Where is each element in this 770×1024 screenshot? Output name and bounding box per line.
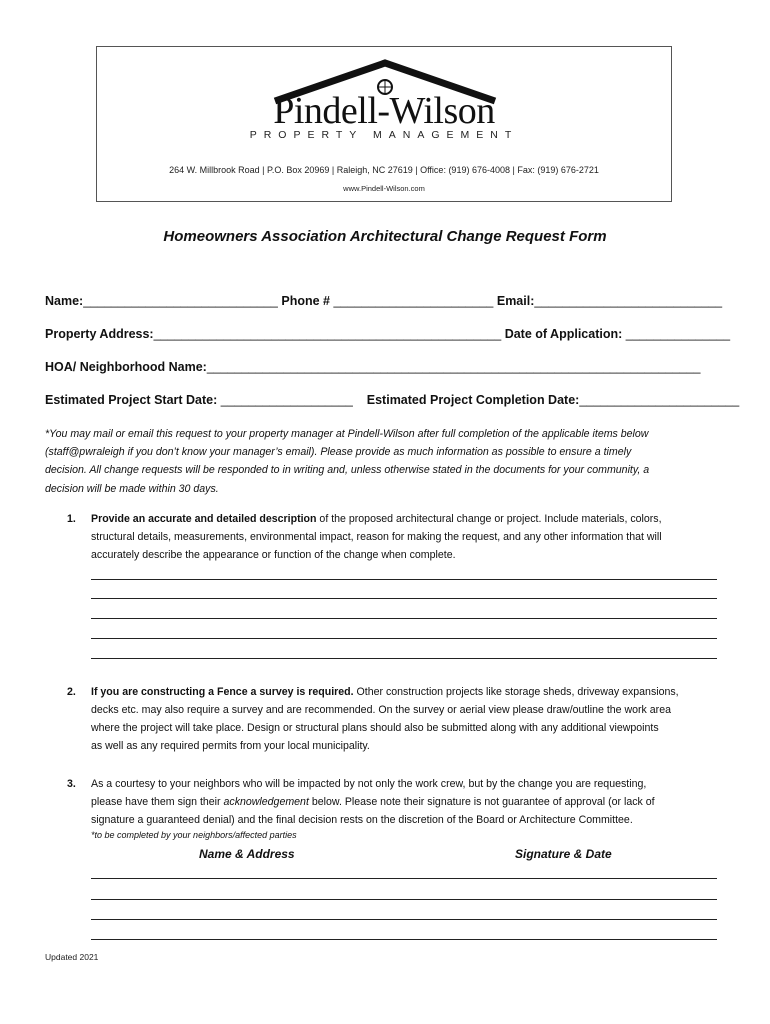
email-field[interactable]: ___________________________ (534, 294, 723, 308)
item-3-text: below. Please note their signature is not guarantee of approval (or lack of (308, 796, 655, 808)
instructions-note (45, 425, 735, 498)
website-text: www.Pindell-Wilson.com (343, 184, 425, 193)
item-2-bold: If you are constructing a Fence a survey is required. (91, 686, 354, 698)
item-2 (67, 683, 735, 759)
updated-note: Updated 2021 (45, 952, 99, 962)
item-1-text: accurately describe the appearance or function of the change when complete. (91, 549, 456, 561)
note-line: decision will be made within 30 days. (45, 482, 219, 495)
phone-label: Phone # (281, 294, 330, 308)
description-line[interactable] (91, 579, 717, 580)
company-tagline: PROPERTY MANAGEMENT (249, 129, 519, 141)
name-phone-email-row (45, 294, 722, 308)
item-3-text: please have them sign their (91, 796, 224, 808)
item-1 (67, 510, 735, 570)
hoa-label: HOA/ Neighborhood Name: (45, 360, 207, 374)
signature-line[interactable] (91, 919, 717, 920)
signature-line[interactable] (91, 939, 717, 940)
item-3-text: signature a guaranteed denial) and the final decision rests on the discretion of the Board or Architecture Committee. (91, 814, 633, 826)
item-2-text: where the project will take place. Design or structural plans should also be submitted along with any additional viewpoints (91, 722, 659, 734)
address-date-row (45, 327, 730, 341)
description-line[interactable] (91, 638, 717, 639)
item-2-text: as well as any required permits from your local municipality. (91, 740, 370, 752)
item-2-text: Other construction projects like storage sheds, driveway expansions, (353, 686, 679, 698)
completion-date-field[interactable]: _______________________ (579, 393, 740, 407)
date-of-application-field[interactable]: _______________ (625, 327, 731, 341)
note-line: *You may mail or email this request to your property manager at Pindell-Wilson after full completion of the applicable items below (45, 428, 649, 440)
property-address-label: Property Address: (45, 327, 154, 341)
name-field[interactable]: ____________________________ (83, 294, 278, 308)
phone-field[interactable]: _______________________ (333, 294, 494, 308)
signature-line[interactable] (91, 899, 717, 900)
item-3-italic: acknowledgement (223, 796, 309, 808)
neighbors-note: *to be completed by your neighbors/affected parties (91, 830, 297, 840)
item-1-bold: Provide an accurate and detailed description (91, 513, 317, 525)
description-line[interactable] (91, 618, 717, 619)
item-2-text: decks etc. may also require a survey and are recommended. On the survey or aerial view please draw/outline the work area (91, 704, 671, 716)
item-number: 3. (67, 778, 76, 790)
item-number: 1. (67, 513, 76, 525)
description-line[interactable] (91, 658, 717, 659)
item-number: 2. (67, 686, 76, 698)
start-date-label: Estimated Project Start Date: (45, 393, 218, 407)
company-name: Pindell-Wilson (273, 90, 495, 132)
contact-line: 264 W. Millbrook Road | P.O. Box 20969 | Raleigh, NC 27619 | Office: (919) 676-4008 | Fax: (919) 676-2721 (169, 165, 599, 175)
column-header-signature: Signature & Date (515, 847, 612, 861)
form-title: Homeowners Association Architectural Change Request Form (163, 228, 607, 245)
item-3-text: As a courtesy to your neighbors who will be impacted by not only the work crew, but by the change you are requesting, (91, 778, 647, 790)
signature-line[interactable] (91, 878, 717, 879)
completion-date-label: Estimated Project Completion Date: (366, 393, 580, 407)
hoa-row (45, 360, 700, 374)
item-1-text: structural details, measurements, environmental impact, reason for making the request, and any other information that will (91, 531, 662, 543)
start-date-field[interactable]: ___________________ (220, 393, 353, 407)
email-label: Email: (496, 294, 535, 308)
item-1-text: of the proposed architectural change or project. Include materials, colors, (316, 513, 662, 525)
date-of-application-label: Date of Application: (504, 327, 623, 341)
property-address-field[interactable]: __________________________________________________ (153, 327, 502, 341)
name-label: Name: (45, 294, 84, 308)
item-3 (67, 775, 735, 835)
letterhead (96, 46, 672, 202)
dates-row (45, 393, 739, 407)
note-line: decision. All change requests will be responded to in writing and, unless otherwise stated in the documents for your community, a (45, 464, 650, 477)
note-line: (staff@pwraleigh if you don’t know your manager’s email). Please provide as much information as possible to ensure a timely (45, 446, 632, 459)
column-header-name: Name & Address (199, 847, 295, 861)
hoa-field[interactable]: _______________________________________________________________________ (206, 360, 701, 374)
description-line[interactable] (91, 598, 717, 599)
